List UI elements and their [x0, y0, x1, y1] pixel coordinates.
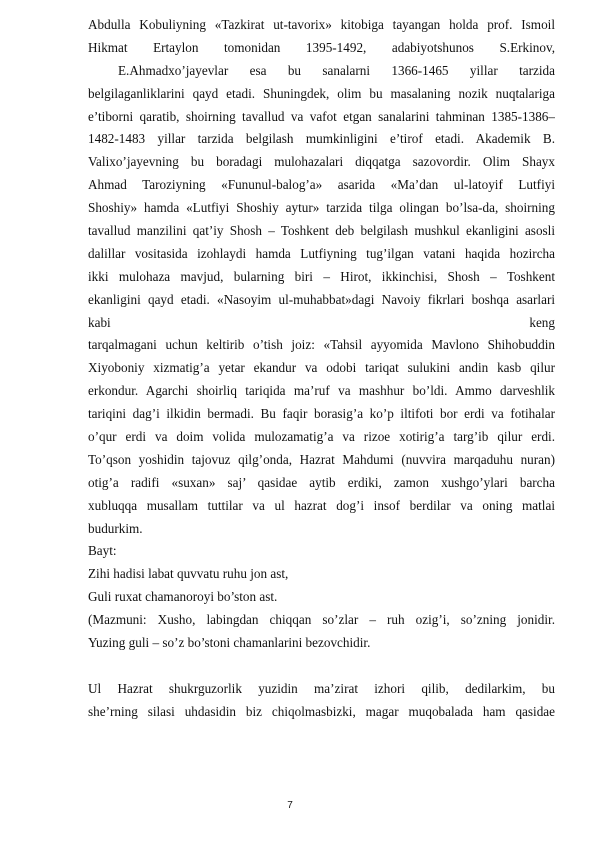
text-line: budurkim. — [88, 520, 143, 536]
text-line: Yuzing guli – so’z bo’stoni chamanlarini bezovchidir. — [88, 635, 371, 651]
text-line: kabi keng — [88, 314, 555, 330]
verse-heading: Bayt: — [88, 543, 117, 559]
text-line: To’qson yoshidin tajovuz qilg’onda, Hazrat Mahdumi (nuvvira marqaduhu nuran) — [88, 451, 555, 467]
text-line: 1482-1483 yillar tarzida belgilash mumkinligini e’tirof etadi. Akademik B. — [88, 131, 555, 147]
text-line: she’rning silasi uhdasidin biz chiqolmasbizki, magar muqobalada ham qasidae — [88, 703, 555, 719]
text-line: Ul Hazrat shukrguzorlik yuzidin ma’zirat izhori qilib, dedilarkim, bu — [88, 680, 555, 696]
document-body — [88, 14, 555, 724]
text-line: Hikmat Ertaylon tomonidan 1395-1492, adabiyotshunos S.Erkinov, — [88, 39, 555, 55]
text-line: Abdulla Kobuliyning «Tazkirat ut-tavorix» kitobiga tayangan holda prof. Ismoil — [88, 17, 555, 32]
text-line: xubluqqa musallam tuttilar va ul hazrat dog’i insof berdilar va oning matlai — [88, 497, 555, 513]
text-line: tarqalmagani uchun keltirib o’tish joiz: «Tahsil ayyomida Mavlono Shihobuddin — [88, 337, 555, 353]
text-line: Ahmad Taroziyning «Fununul-balog’a» asarida «Ma’dan ul-latoyif Lutfiyi — [88, 177, 555, 193]
text-line: E.Ahmadxo’jayevlar esa bu sanalarni 1366-1465 yillar tarzida — [118, 62, 555, 78]
blank-line — [88, 655, 555, 678]
text-line: ikki mulohaza mavjud, bularning biri – Hirot, ikkinchisi, Shosh – Toshkent — [88, 268, 555, 284]
text-line: Valixo’jayevning bu boradagi mulohazalari diqqatga sazovordir. Olim Shayx — [88, 154, 555, 170]
page-number: 7 — [287, 800, 293, 811]
text-line: otig’a radifi «suxan» saj’ qasidae aytib erdiki, zamon xushgo’ylari barcha — [88, 474, 555, 490]
text-line: ekanligini qayd etadi. «Nasoyim ul-muhabbat»dagi Navoiy fikrlari boshqa asarlari — [88, 291, 555, 307]
text-line: tariqini dag’i ilkidin bermadi. Bu faqir borasig’a ko’p iltifoti bor erdi va fotihalar — [88, 406, 555, 422]
text-line: dalillar vositasida izohlaydi hamda Lutfiyning tug’ilgan vatani haqida hozircha — [88, 245, 555, 261]
text-line: tavallud manzilini qat’iy Shosh – Toshkent deb belgilash mushkul ekanligini asosli — [88, 223, 555, 239]
text-line: (Mazmuni: Xusho, labingdan chiqqan so’zlar – ruh ozig’i, so’zning jonidir. — [88, 612, 555, 628]
text-line: Shoshiy» hamda «Lutfiyi Shoshiy aytur» tarzida tilga olingan bo’lsa-da, shoirning — [88, 200, 555, 216]
text-line: Xiyoboniy xizmatig’a yetar ekandur va odobi tariqat sulukini andin kasb qilur — [88, 360, 555, 376]
text-line: belgilaganliklarini qayd etadi. Shuningdek, olim bu masalaning nozik nuqtalariga — [88, 85, 555, 101]
verse-line: Guli ruxat chamanoroyi bo’ston ast. — [88, 589, 278, 605]
verse-line: Zihi hadisi labat quvvatu ruhu jon ast, — [88, 566, 289, 582]
text-line: erkondur. Agarchi shoirliq tariqida ma’ruf va mashhur bo’ldi. Ammo darveshlik — [88, 383, 555, 399]
text-line: e’tiborni qaratib, shoirning tavallud va vafot etgan sanalarini tahminan 1385-1386– — [88, 108, 555, 124]
text-line: o’qur erdi va doim volida mulozamatig’a va rizoe xotirig’a targ’ib qilur erdi. — [88, 429, 555, 445]
